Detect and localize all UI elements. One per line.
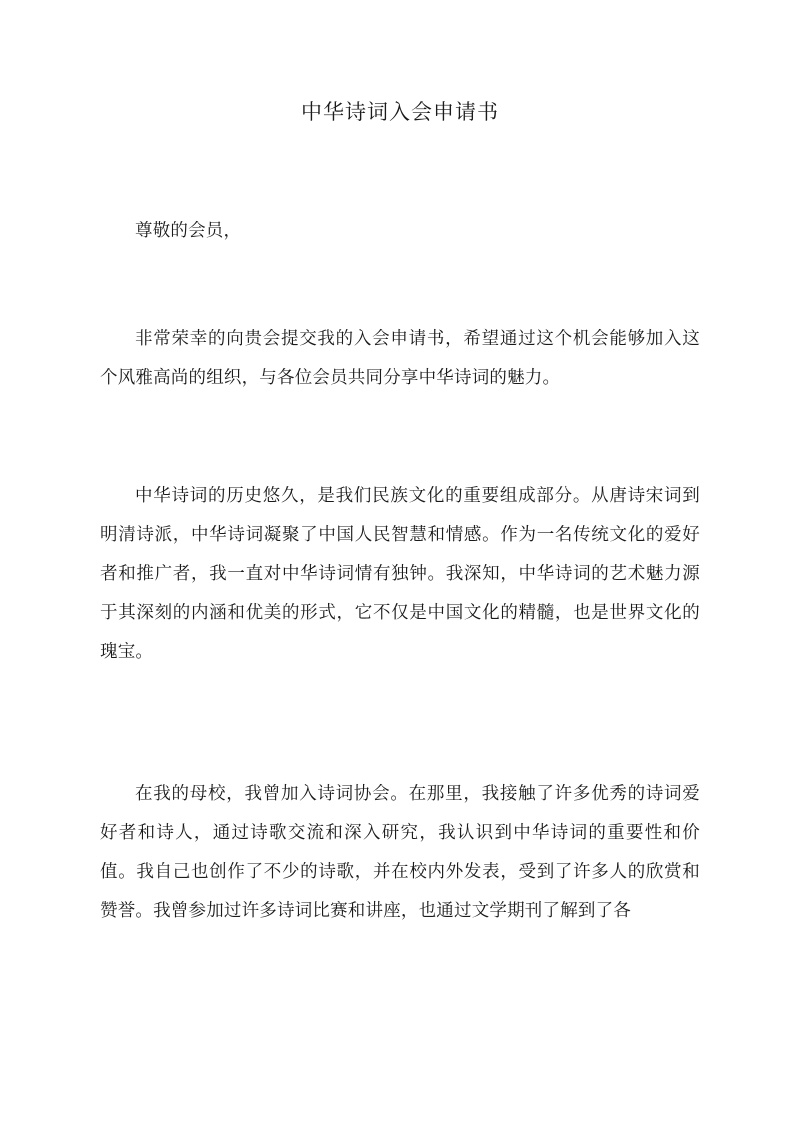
- salutation: 尊敬的会员，: [135, 221, 242, 241]
- paragraph-intro: 非常荣幸的向贵会提交我的入会申请书，希望通过这个机会能够加入这个风雅高尚的组织，与各位会员共同分享中华诗词的魅力。: [100, 329, 700, 388]
- document-title: 中华诗词入会申请书: [301, 100, 499, 124]
- paragraph-history: 中华诗词的历史悠久，是我们民族文化的重要组成部分。从唐诗宋词到明清诗派，中华诗词凝聚了中国人民智慧和情感。作为一名传统文化的爱好者和推广者，我一直对中华诗词情有独钟。我深知，中华诗词的艺术魅力源于其深刻的内涵和优美的形式，它不仅是中国文化的精髓，也是世界文化的瑰宝。: [100, 486, 700, 662]
- paragraph-experience: 在我的母校，我曾加入诗词协会。在那里，我接触了许多优秀的诗词爱好者和诗人，通过诗歌交流和深入研究，我认识到中华诗词的重要性和价值。我自己也创作了不少的诗歌，并在校内外发表，受到了许多人的欣赏和赞誉。我曾参加过许多诗词比赛和讲座，也通过文学期刊了解到了各: [100, 784, 700, 921]
